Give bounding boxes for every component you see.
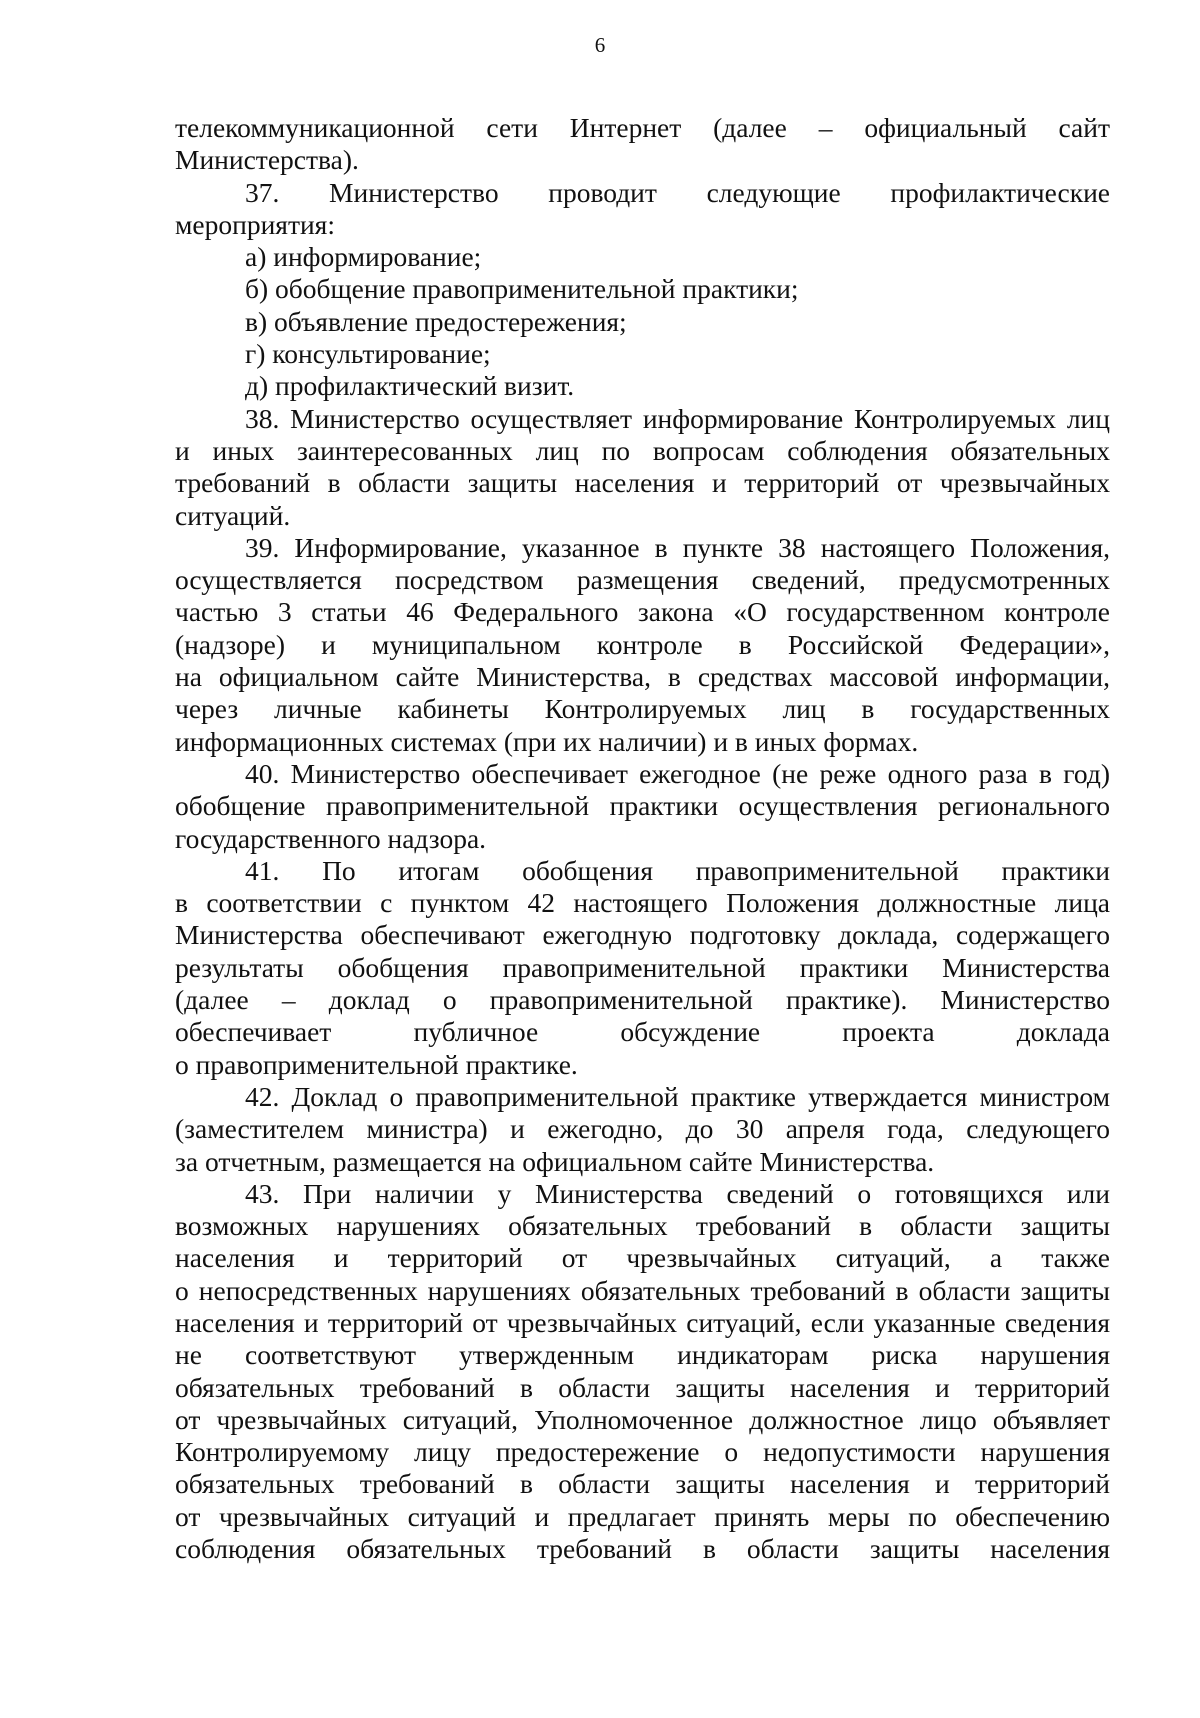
text-line: 42. Доклад о правоприменительной практике утверждается министром	[245, 1080, 1110, 1112]
text-line: обязательных требований в области защиты населения и территорий	[175, 1371, 1110, 1403]
text-line: в) объявление предостережения;	[245, 305, 627, 337]
text-line: населения и территорий от чрезвычайных ситуаций, если указанные сведения	[175, 1306, 1110, 1338]
text-line: а) информирование;	[245, 241, 482, 273]
text-line: 39. Информирование, указанное в пункте 38 настоящего Положения,	[245, 531, 1110, 563]
text-line: 40. Министерство обеспечивает ежегодное (не реже одного раза в год)	[245, 757, 1110, 789]
text-line: (надзоре) и муниципальном контроле в Российской Федерации»,	[175, 628, 1110, 660]
text-line: от чрезвычайных ситуаций, Уполномоченное должностное лицо объявляет	[175, 1403, 1110, 1435]
text-line: ситуаций.	[175, 499, 291, 531]
text-line: (далее – доклад о правоприменительной практике). Министерство	[175, 984, 1110, 1016]
text-line: государственного надзора.	[175, 822, 487, 854]
text-line: о непосредственных нарушениях обязательных требований в области защиты	[175, 1274, 1110, 1306]
text-line: за отчетным, размещается на официальном сайте Министерства.	[175, 1145, 935, 1177]
text-line: населения и территорий от чрезвычайных ситуаций, а также	[175, 1242, 1110, 1274]
text-line: не соответствуют утвержденным индикаторам риска нарушения	[175, 1339, 1110, 1371]
text-line: обязательных требований в области защиты населения и территорий	[175, 1468, 1110, 1500]
text-line: г) консультирование;	[245, 338, 491, 370]
text-line: Министерства обеспечивают ежегодную подготовку доклада, содержащего	[175, 919, 1110, 951]
text-line: и иных заинтересованных лиц по вопросам соблюдения обязательных	[175, 434, 1110, 466]
text-line: результаты обобщения правоприменительной практики Министерства	[175, 951, 1110, 983]
text-line: требований в области защиты населения и территорий от чрезвычайных	[175, 467, 1110, 499]
text-line: Контролируемому лицу предостережение о недопустимости нарушения	[175, 1436, 1110, 1468]
document-body	[175, 112, 1110, 1565]
text-line: на официальном сайте Министерства, в средствах массовой информации,	[175, 661, 1110, 693]
text-line: обеспечивает публичное обсуждение проекта доклада	[175, 1016, 1110, 1048]
text-line: частью 3 статьи 46 Федерального закона «О государственном контроле	[175, 596, 1110, 628]
text-line: Министерства).	[175, 144, 359, 176]
text-line: б) обобщение правоприменительной практики;	[245, 273, 799, 305]
text-line: информационных системах (при их наличии) и в иных формах.	[175, 725, 919, 757]
text-line: 41. По итогам обобщения правоприменительной практики	[245, 854, 1110, 886]
text-line: возможных нарушениях обязательных требований в области защиты	[175, 1210, 1110, 1242]
text-line: 43. При наличии у Министерства сведений о готовящихся или	[245, 1177, 1110, 1209]
page-number: 6	[594, 33, 606, 57]
text-line: 38. Министерство осуществляет информирование Контролируемых лиц	[245, 402, 1110, 434]
text-line: телекоммуникационной сети Интернет (далее – официальный сайт	[175, 112, 1110, 143]
text-line: в соответствии с пунктом 42 настоящего Положения должностные лица	[175, 887, 1110, 919]
text-line: мероприятия:	[175, 208, 335, 240]
text-line: обобщение правоприменительной практики осуществления регионального	[175, 790, 1110, 822]
text-line: от чрезвычайных ситуаций и предлагает принять меры по обеспечению	[175, 1500, 1110, 1532]
text-line: соблюдения обязательных требований в области защиты населения	[175, 1533, 1110, 1565]
text-line: через личные кабинеты Контролируемых лиц в государственных	[175, 693, 1110, 725]
text-line: д) профилактический визит.	[245, 370, 575, 402]
text-line: осуществляется посредством размещения сведений, предусмотренных	[175, 564, 1110, 596]
text-line: (заместителем министра) и ежегодно, до 30 апреля года, следующего	[175, 1113, 1110, 1145]
text-line: о правоприменительной практике.	[175, 1048, 578, 1080]
text-line: 37. Министерство проводит следующие профилактические	[245, 176, 1110, 208]
